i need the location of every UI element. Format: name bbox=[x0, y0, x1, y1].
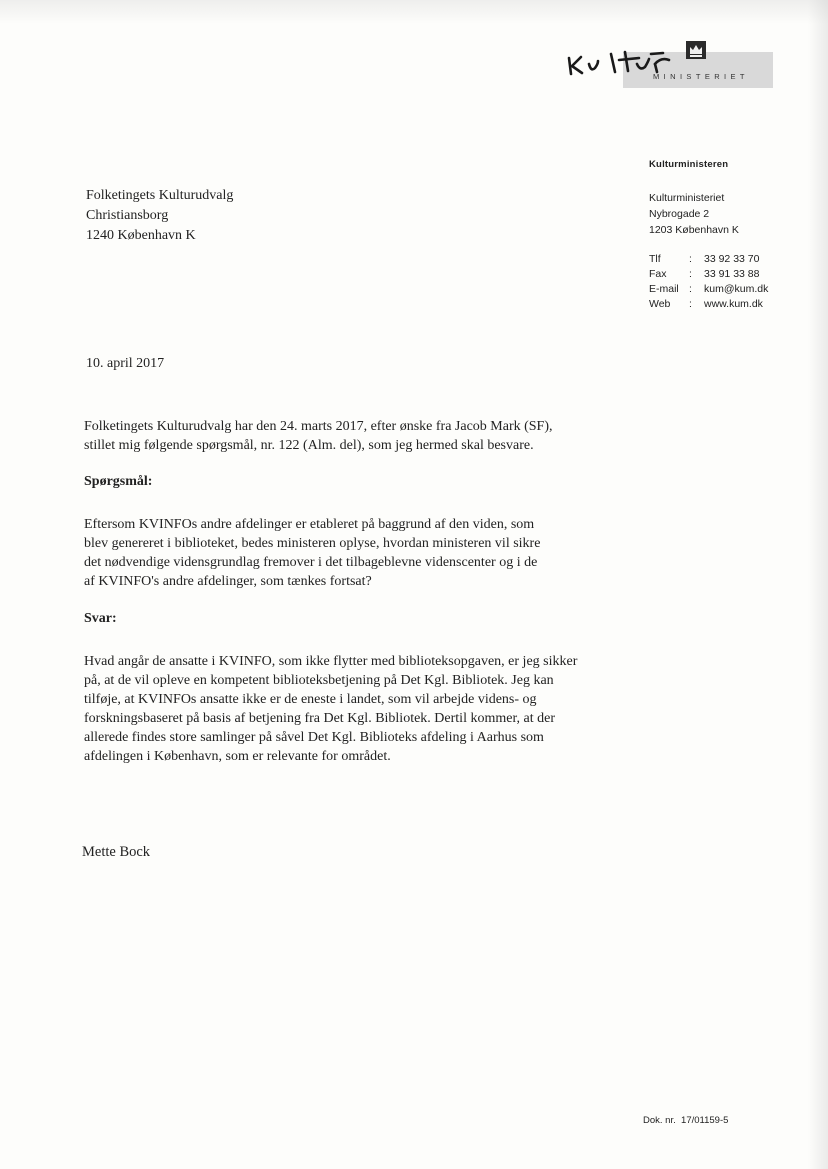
contact-separator: : bbox=[689, 268, 692, 280]
recipient-line: Christiansborg bbox=[86, 208, 169, 223]
recipient-address bbox=[86, 186, 233, 246]
sender-address-line: Kulturministeriet bbox=[649, 192, 725, 204]
document-number bbox=[643, 1115, 728, 1126]
sender-address-line: 1203 København K bbox=[649, 224, 739, 236]
answer-line: allerede findes store samlinger på såvel Det Kgl. Biblioteks afdeling i Aarhus som bbox=[84, 730, 544, 745]
contact-row-phone bbox=[649, 252, 768, 267]
intro-line: Folketingets Kulturudvalg har den 24. marts 2017, efter ønske fra Jacob Mark (SF), bbox=[84, 419, 553, 434]
question-line: blev genereret i biblioteket, bedes ministeren oplyse, hvordan ministeren vil sikre bbox=[84, 536, 541, 551]
contact-row-email bbox=[649, 282, 768, 297]
document-number-value: 17/01159-5 bbox=[681, 1115, 729, 1126]
contact-value: 33 91 33 88 bbox=[704, 268, 760, 280]
contact-label: Fax bbox=[649, 268, 667, 280]
question-line: Eftersom KVINFOs andre afdelinger er etableret på baggrund af den viden, som bbox=[84, 517, 535, 532]
contact-row-web bbox=[649, 297, 768, 312]
contact-value: www.kum.dk bbox=[704, 298, 763, 310]
answer-line: på, at de vil opleve en kompetent biblioteksbetjening på Det Kgl. Bibliotek. Jeg kan bbox=[84, 673, 554, 688]
logo-ministeriet-text: MINISTERIET bbox=[653, 72, 749, 81]
answer-line: Hvad angår de ansatte i KVINFO, som ikke flytter med biblioteksopgaven, er jeg sikker bbox=[84, 654, 578, 669]
scan-shadow-top bbox=[0, 0, 828, 24]
crown-icon bbox=[685, 40, 707, 60]
document-number-label: Dok. nr. bbox=[643, 1115, 676, 1126]
recipient-line: 1240 København K bbox=[86, 228, 196, 243]
signature-name: Mette Bock bbox=[82, 844, 151, 860]
sender-address bbox=[649, 190, 739, 238]
sender-title: Kulturministeren bbox=[649, 159, 729, 170]
intro-line: stillet mig følgende spørgsmål, nr. 122 (Alm. del), som jeg hermed skal besvare. bbox=[84, 438, 534, 453]
scan-shadow-edge bbox=[808, 0, 828, 1169]
contact-label: Tlf bbox=[649, 253, 661, 265]
contact-value: 33 92 33 70 bbox=[704, 253, 760, 265]
question-heading: Spørgsmål: bbox=[84, 474, 153, 489]
contact-row-fax bbox=[649, 267, 768, 282]
question-line: det nødvendige vidensgrundlag fremover i det tilbageblevne videnscenter og i de bbox=[84, 555, 538, 570]
question-paragraph bbox=[84, 515, 654, 591]
answer-paragraph bbox=[84, 652, 654, 766]
question-line: af KVINFO's andre afdelinger, som tænkes fortsat? bbox=[84, 574, 372, 589]
sender-contact-table bbox=[649, 252, 768, 312]
answer-heading: Svar: bbox=[84, 611, 117, 626]
answer-line: forskningsbaseret på basis af betjening fra Det Kgl. Bibliotek. Dertil kommer, at der bbox=[84, 711, 556, 726]
answer-line: afdelingen i København, som er relevante for området. bbox=[84, 749, 391, 764]
contact-separator: : bbox=[689, 253, 692, 265]
kulturministeriet-logo bbox=[565, 40, 773, 90]
answer-line: tilføje, at KVINFOs ansatte ikke er de eneste i landet, som vil arbejde videns- og bbox=[84, 692, 537, 707]
contact-label: Web bbox=[649, 298, 671, 310]
letter-date: 10. april 2017 bbox=[86, 356, 165, 371]
contact-label: E-mail bbox=[649, 283, 679, 295]
contact-separator: : bbox=[689, 283, 692, 295]
recipient-line: Folketingets Kulturudvalg bbox=[86, 188, 234, 203]
intro-paragraph bbox=[84, 417, 654, 455]
contact-separator: : bbox=[689, 298, 692, 310]
contact-value: kum@kum.dk bbox=[704, 283, 769, 295]
sender-address-line: Nybrogade 2 bbox=[649, 208, 710, 220]
